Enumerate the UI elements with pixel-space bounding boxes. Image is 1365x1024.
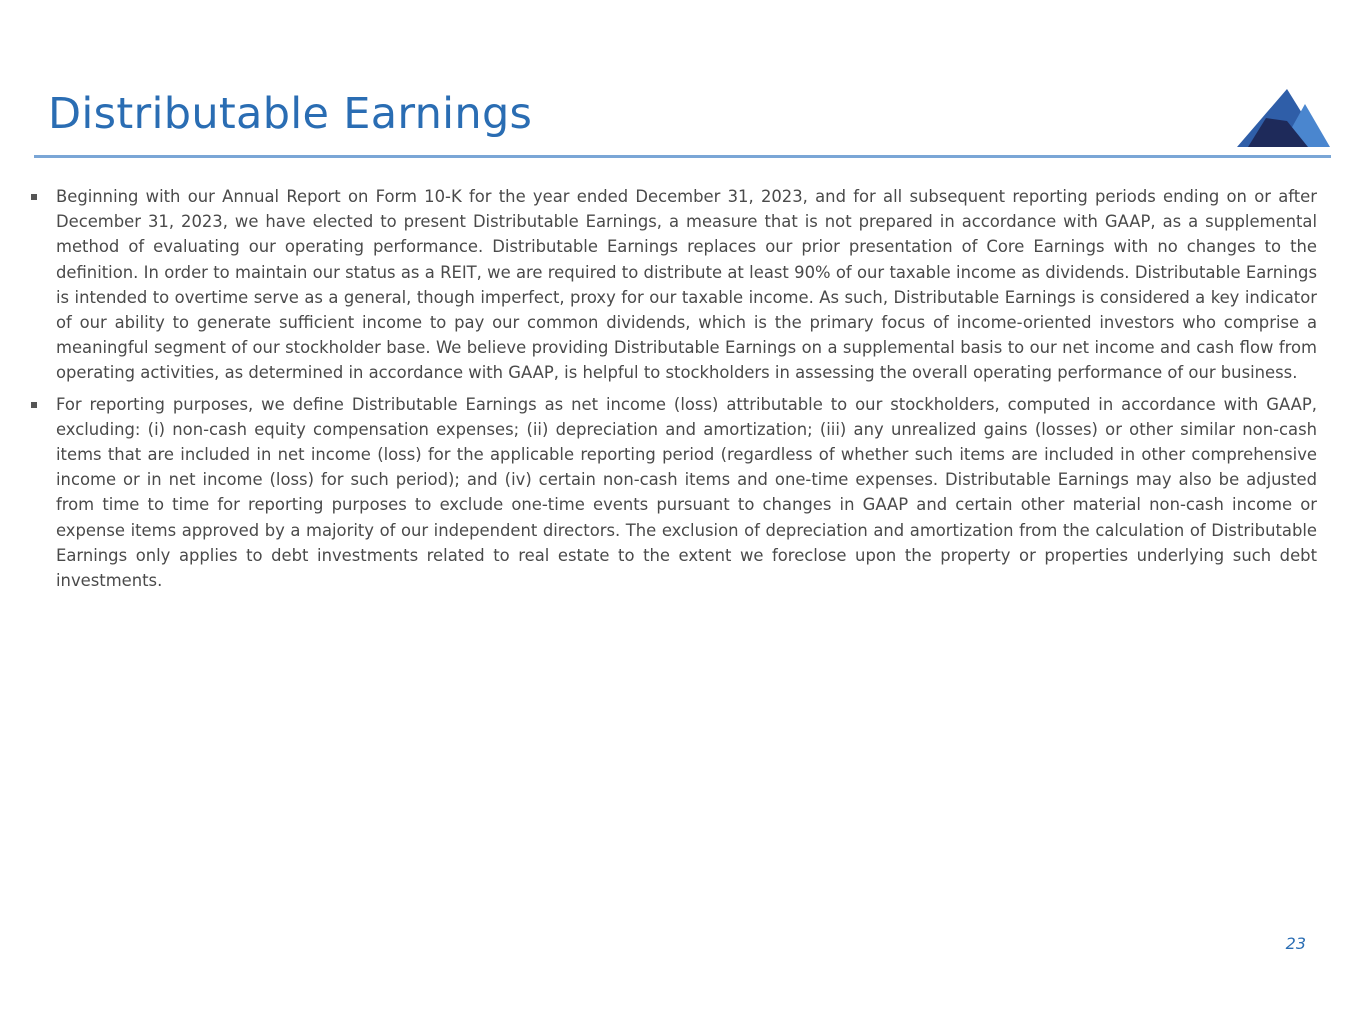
page-title: Distributable Earnings bbox=[48, 89, 533, 139]
page-number: 23 bbox=[1285, 934, 1306, 953]
bullet-list bbox=[30, 184, 1317, 599]
bullet-item bbox=[30, 392, 1317, 594]
bullet-text: For reporting purposes, we define Distributable Earnings as net income (loss) attributable to our stockholders, computed in accordance with GAAP, excluding: (i) non-cash equity compensation expenses; (ii) depreciation and amortization; (iii) any unrealized gains (losses) or other similar non-cash items that are included in net income (loss) for the applicable reporting period (regardless of whether such items are included in other comprehensive income or in net income (loss) for such period); and (iv) certain non-cash items and one-time expenses. Distributable Earnings may also be adjusted from time to time for reporting purposes to exclude one-time events pursuant to changes in GAAP and certain other material non-cash income or expense items approved by a majority of our independent directors. The exclusion of depreciation and amortization from the calculation of Distributable Earnings only applies to debt investments related to real estate to the extent we foreclose upon the property or properties underlying such debt investments. bbox=[56, 394, 1317, 591]
bullet-text: Beginning with our Annual Report on Form 10-K for the year ended December 31, 2023, and for all subsequent reporting periods ending on or after December 31, 2023, we have elected to present Distributable Earnings, a measure that is not prepared in accordance with GAAP, as a supplemental method of evaluating our operating performance. Distributable Earnings replaces our prior presentation of Core Earnings with no changes to the definition. In order to maintain our status as a REIT, we are required to distribute at least 90% of our taxable income as dividends. Distributable Earnings is intended to overtime serve as a general, though imperfect, proxy for our taxable income. As such, Distributable Earnings is considered a key indicator of our ability to generate sufficient income to pay our common dividends, which is the primary focus of income-oriented investors who comprise a meaningful segment of our stockholder base. We believe providing Distributable Earnings on a supplemental basis to our net income and cash flow from operating activities, as determined in accordance with GAAP, is helpful to stockholders in assessing the overall operating performance of our business. bbox=[56, 187, 1317, 383]
mountain-logo-icon bbox=[1237, 88, 1331, 148]
title-divider bbox=[34, 155, 1331, 158]
bullet-item bbox=[30, 184, 1317, 386]
square-bullet-icon bbox=[31, 402, 37, 408]
square-bullet-icon bbox=[31, 194, 37, 200]
